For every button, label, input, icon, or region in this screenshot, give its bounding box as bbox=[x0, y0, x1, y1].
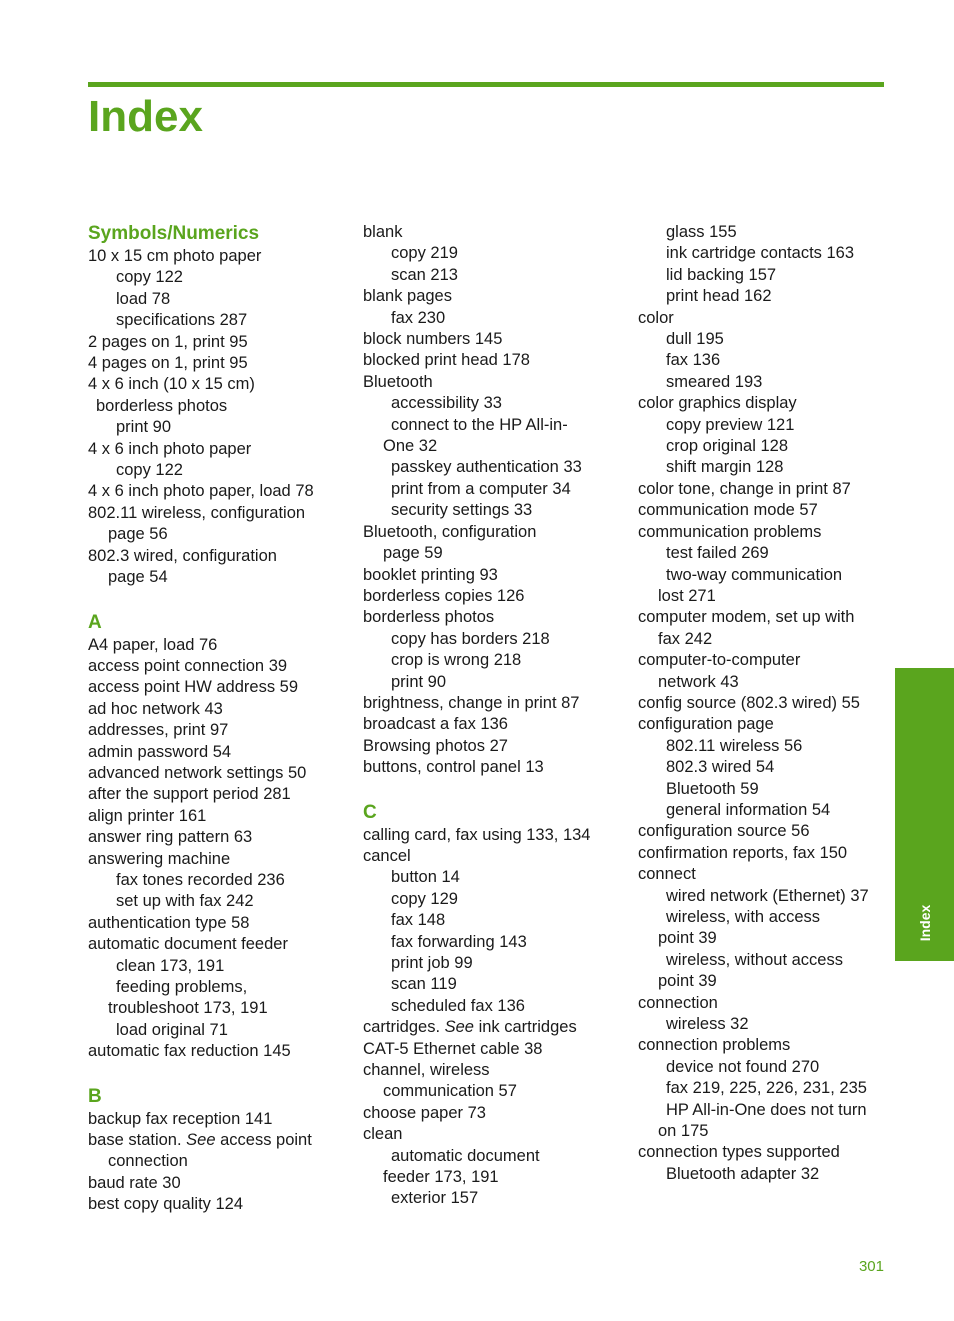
index-subentry: device not found 270 bbox=[666, 1057, 820, 1076]
index-entry-continuation: on 175 bbox=[658, 1122, 709, 1141]
index-entry: automatic fax reduction 145 bbox=[88, 1042, 291, 1061]
index-subentry: connect to the HP All-in- bbox=[391, 415, 568, 434]
index-subentry: 802.3 wired 54 bbox=[666, 758, 775, 777]
index-entry: align printer 161 bbox=[88, 806, 207, 825]
index-entry: backup fax reception 141 bbox=[88, 1109, 273, 1128]
index-entry: after the support period 281 bbox=[88, 785, 291, 804]
index-entry bbox=[363, 1017, 618, 1038]
index-entry: computer-to-computer bbox=[638, 651, 801, 670]
index-entry: automatic document feeder bbox=[88, 935, 288, 954]
index-subentry: fax 219, 225, 226, 231, 235 bbox=[666, 1079, 867, 1098]
index-entry: color bbox=[638, 308, 674, 327]
index-entry: 4 x 6 inch photo paper, load 78 bbox=[88, 482, 314, 501]
index-subentry: copy 129 bbox=[391, 889, 458, 908]
entry-text: access point bbox=[215, 1131, 312, 1150]
index-entry: brightness, change in print 87 bbox=[363, 693, 580, 712]
index-entry: addresses, print 97 bbox=[88, 721, 229, 740]
index-entry-continuation: communication 57 bbox=[383, 1082, 517, 1101]
index-entry: channel, wireless bbox=[363, 1061, 490, 1080]
index-entry: answering machine bbox=[88, 849, 231, 868]
index-entry: configuration page bbox=[638, 715, 774, 734]
index-subentry: exterior 157 bbox=[391, 1189, 479, 1208]
index-subentry: lid backing 157 bbox=[666, 265, 777, 284]
index-subentry: scan 119 bbox=[391, 975, 457, 994]
index-entry: A4 paper, load 76 bbox=[88, 635, 218, 654]
index-subentry: print 90 bbox=[116, 418, 172, 437]
index-entry: cancel bbox=[363, 846, 411, 865]
index-subentry: accessibility 33 bbox=[391, 394, 502, 413]
section-heading: A bbox=[88, 611, 102, 633]
index-entry: clean bbox=[363, 1125, 403, 1144]
index-subentry: wireless, with access bbox=[666, 908, 821, 926]
index-subentry: print head 162 bbox=[666, 287, 772, 306]
index-entry-continuation: feeder 173, 191 bbox=[383, 1168, 499, 1187]
index-subentry: scan 213 bbox=[391, 265, 458, 284]
index-subentry: fax 136 bbox=[666, 351, 721, 370]
side-tab-label: Index bbox=[916, 904, 933, 942]
section-heading: B bbox=[88, 1085, 102, 1107]
index-subentry: copy 122 bbox=[116, 268, 183, 287]
index-entry: config source (802.3 wired) 55 bbox=[638, 693, 860, 712]
see-reference: See bbox=[186, 1131, 216, 1150]
index-subentry: two-way communication bbox=[666, 565, 843, 584]
index-entry: borderless photos bbox=[363, 608, 495, 627]
index-entry-continuation: network 43 bbox=[658, 672, 739, 691]
index-subentry: fax 230 bbox=[391, 308, 446, 327]
index-entry: booklet printing 93 bbox=[363, 565, 498, 584]
index-entry: baud rate 30 bbox=[88, 1173, 181, 1192]
index-subentry: copy 122 bbox=[116, 461, 183, 480]
see-reference: See bbox=[444, 1018, 474, 1037]
index-subentry: glass 155 bbox=[666, 223, 737, 241]
index-entry-continuation: fax 242 bbox=[658, 629, 713, 648]
index-entry: choose paper 73 bbox=[363, 1103, 486, 1122]
index-subentry: copy 219 bbox=[391, 244, 458, 263]
index-entry: 10 x 15 cm photo paper bbox=[88, 247, 262, 265]
index-subentry: security settings 33 bbox=[391, 501, 533, 520]
entry-text: cartridges. bbox=[363, 1018, 445, 1037]
page-title: Index bbox=[88, 92, 203, 141]
index-subentry: test failed 269 bbox=[666, 544, 769, 563]
index-subentry: load original 71 bbox=[116, 1020, 228, 1039]
index-entry: blank bbox=[363, 223, 403, 241]
index-subentry: general information 54 bbox=[666, 800, 831, 819]
index-entry-continuation: borderless photos bbox=[96, 396, 228, 415]
index-subentry: print 90 bbox=[391, 672, 447, 691]
index-entry: connection types supported bbox=[638, 1143, 840, 1162]
side-tab bbox=[895, 668, 954, 961]
index-entry: connection bbox=[638, 993, 718, 1012]
index-subentry: clean 173, 191 bbox=[116, 956, 225, 975]
index-subentry: copy preview 121 bbox=[666, 415, 795, 434]
index-subentry: ink cartridge contacts 163 bbox=[666, 244, 855, 263]
index-entry: borderless copies 126 bbox=[363, 586, 525, 605]
index-entry: 4 pages on 1, print 95 bbox=[88, 354, 248, 373]
index-entry-continuation: page 54 bbox=[108, 568, 168, 587]
index-subentry: copy has borders 218 bbox=[391, 629, 550, 648]
index-entry bbox=[88, 1130, 343, 1151]
entry-text: base station. bbox=[88, 1131, 187, 1150]
index-entry: best copy quality 124 bbox=[88, 1195, 244, 1214]
index-entry: communication problems bbox=[638, 522, 822, 541]
index-entry: 4 x 6 inch photo paper bbox=[88, 439, 252, 458]
index-subentry: fax 148 bbox=[391, 911, 446, 930]
index-entry-continuation: One 32 bbox=[383, 437, 438, 456]
index-subentry: wireless, without access bbox=[666, 950, 843, 969]
index-entry: access point connection 39 bbox=[88, 656, 288, 675]
index-entry: 2 pages on 1, print 95 bbox=[88, 332, 248, 351]
index-entry-continuation: point 39 bbox=[658, 929, 717, 948]
index-subentry: HP All-in-One does not turn bbox=[666, 1100, 867, 1119]
index-entry: calling card, fax using 133, 134 bbox=[363, 825, 591, 844]
index-entry-continuation: point 39 bbox=[658, 972, 717, 991]
index-subentry: print from a computer 34 bbox=[391, 479, 571, 498]
index-entry: 802.3 wired, configuration bbox=[88, 546, 277, 565]
index-entry: Bluetooth, configuration bbox=[363, 522, 537, 541]
index-entry: Browsing photos 27 bbox=[363, 736, 508, 755]
index-entry: broadcast a fax 136 bbox=[363, 715, 508, 734]
index-subentry: set up with fax 242 bbox=[116, 892, 254, 911]
index-entry-continuation: page 59 bbox=[383, 544, 443, 563]
index-entry: blocked print head 178 bbox=[363, 351, 530, 370]
index-entry: color graphics display bbox=[638, 394, 797, 413]
index-entry: advanced network settings 50 bbox=[88, 763, 307, 782]
index-entry: 802.11 wireless, configuration bbox=[88, 503, 306, 522]
index-entry-continuation: troubleshoot 173, 191 bbox=[108, 999, 268, 1018]
index-entry: block numbers 145 bbox=[363, 330, 503, 349]
index-subentry: wireless 32 bbox=[666, 1015, 749, 1034]
index-column-3 bbox=[638, 222, 893, 1185]
index-subentry: shift margin 128 bbox=[666, 458, 784, 477]
index-entry: communication mode 57 bbox=[638, 501, 818, 520]
index-entry-continuation: page 56 bbox=[108, 525, 168, 544]
index-entry: connection problems bbox=[638, 1036, 791, 1055]
index-subentry: specifications 287 bbox=[116, 311, 248, 330]
index-entry: configuration source 56 bbox=[638, 822, 810, 841]
index-subentry: Bluetooth 59 bbox=[666, 779, 759, 798]
section-heading: Symbols/Numerics bbox=[88, 223, 260, 244]
index-column-1 bbox=[88, 222, 343, 1216]
index-entry: answer ring pattern 63 bbox=[88, 828, 253, 847]
index-entry: 4 x 6 inch (10 x 15 cm) bbox=[88, 375, 255, 394]
index-subentry: crop is wrong 218 bbox=[391, 651, 522, 670]
index-subentry: smeared 193 bbox=[666, 372, 763, 391]
title-rule bbox=[88, 82, 884, 87]
index-subentry: button 14 bbox=[391, 868, 460, 887]
index-entry: confirmation reports, fax 150 bbox=[638, 843, 848, 862]
index-entry: CAT-5 Ethernet cable 38 bbox=[363, 1039, 543, 1058]
section-spacer bbox=[88, 1063, 343, 1085]
index-subentry: load 78 bbox=[116, 289, 171, 308]
index-subentry: fax forwarding 143 bbox=[391, 932, 527, 951]
index-subentry: 802.11 wireless 56 bbox=[666, 736, 803, 755]
index-subentry: Bluetooth adapter 32 bbox=[666, 1164, 820, 1183]
index-subentry: crop original 128 bbox=[666, 437, 788, 456]
section-spacer bbox=[88, 589, 343, 611]
page-number: 301 bbox=[858, 1258, 884, 1275]
index-entry-continuation: connection bbox=[108, 1152, 188, 1171]
index-entry: ad hoc network 43 bbox=[88, 699, 223, 718]
index-entry: access point HW address 59 bbox=[88, 678, 299, 697]
index-subentry: dull 195 bbox=[666, 330, 724, 349]
section-heading: C bbox=[363, 801, 377, 823]
index-entry: connect bbox=[638, 865, 696, 884]
index-entry-continuation: lost 271 bbox=[658, 586, 716, 605]
index-entry: blank pages bbox=[363, 287, 452, 306]
index-entry: authentication type 58 bbox=[88, 913, 250, 932]
index-subentry: print job 99 bbox=[391, 954, 473, 972]
section-spacer bbox=[363, 779, 618, 801]
index-entry: color tone, change in print 87 bbox=[638, 479, 851, 498]
index-subentry: feeding problems, bbox=[116, 978, 248, 996]
index-subentry: fax tones recorded 236 bbox=[116, 870, 285, 889]
index-entry: Bluetooth bbox=[363, 372, 433, 391]
index-column-2 bbox=[363, 222, 618, 1210]
entry-text: ink cartridges bbox=[473, 1018, 577, 1037]
index-subentry: scheduled fax 136 bbox=[391, 996, 525, 1015]
index-entry: admin password 54 bbox=[88, 742, 232, 761]
index-subentry: passkey authentication 33 bbox=[391, 458, 582, 477]
index-subentry: wired network (Ethernet) 37 bbox=[666, 886, 869, 905]
index-entry: buttons, control panel 13 bbox=[363, 758, 544, 777]
index-entry: computer modem, set up with bbox=[638, 608, 855, 627]
index-subentry: automatic document bbox=[391, 1146, 540, 1165]
